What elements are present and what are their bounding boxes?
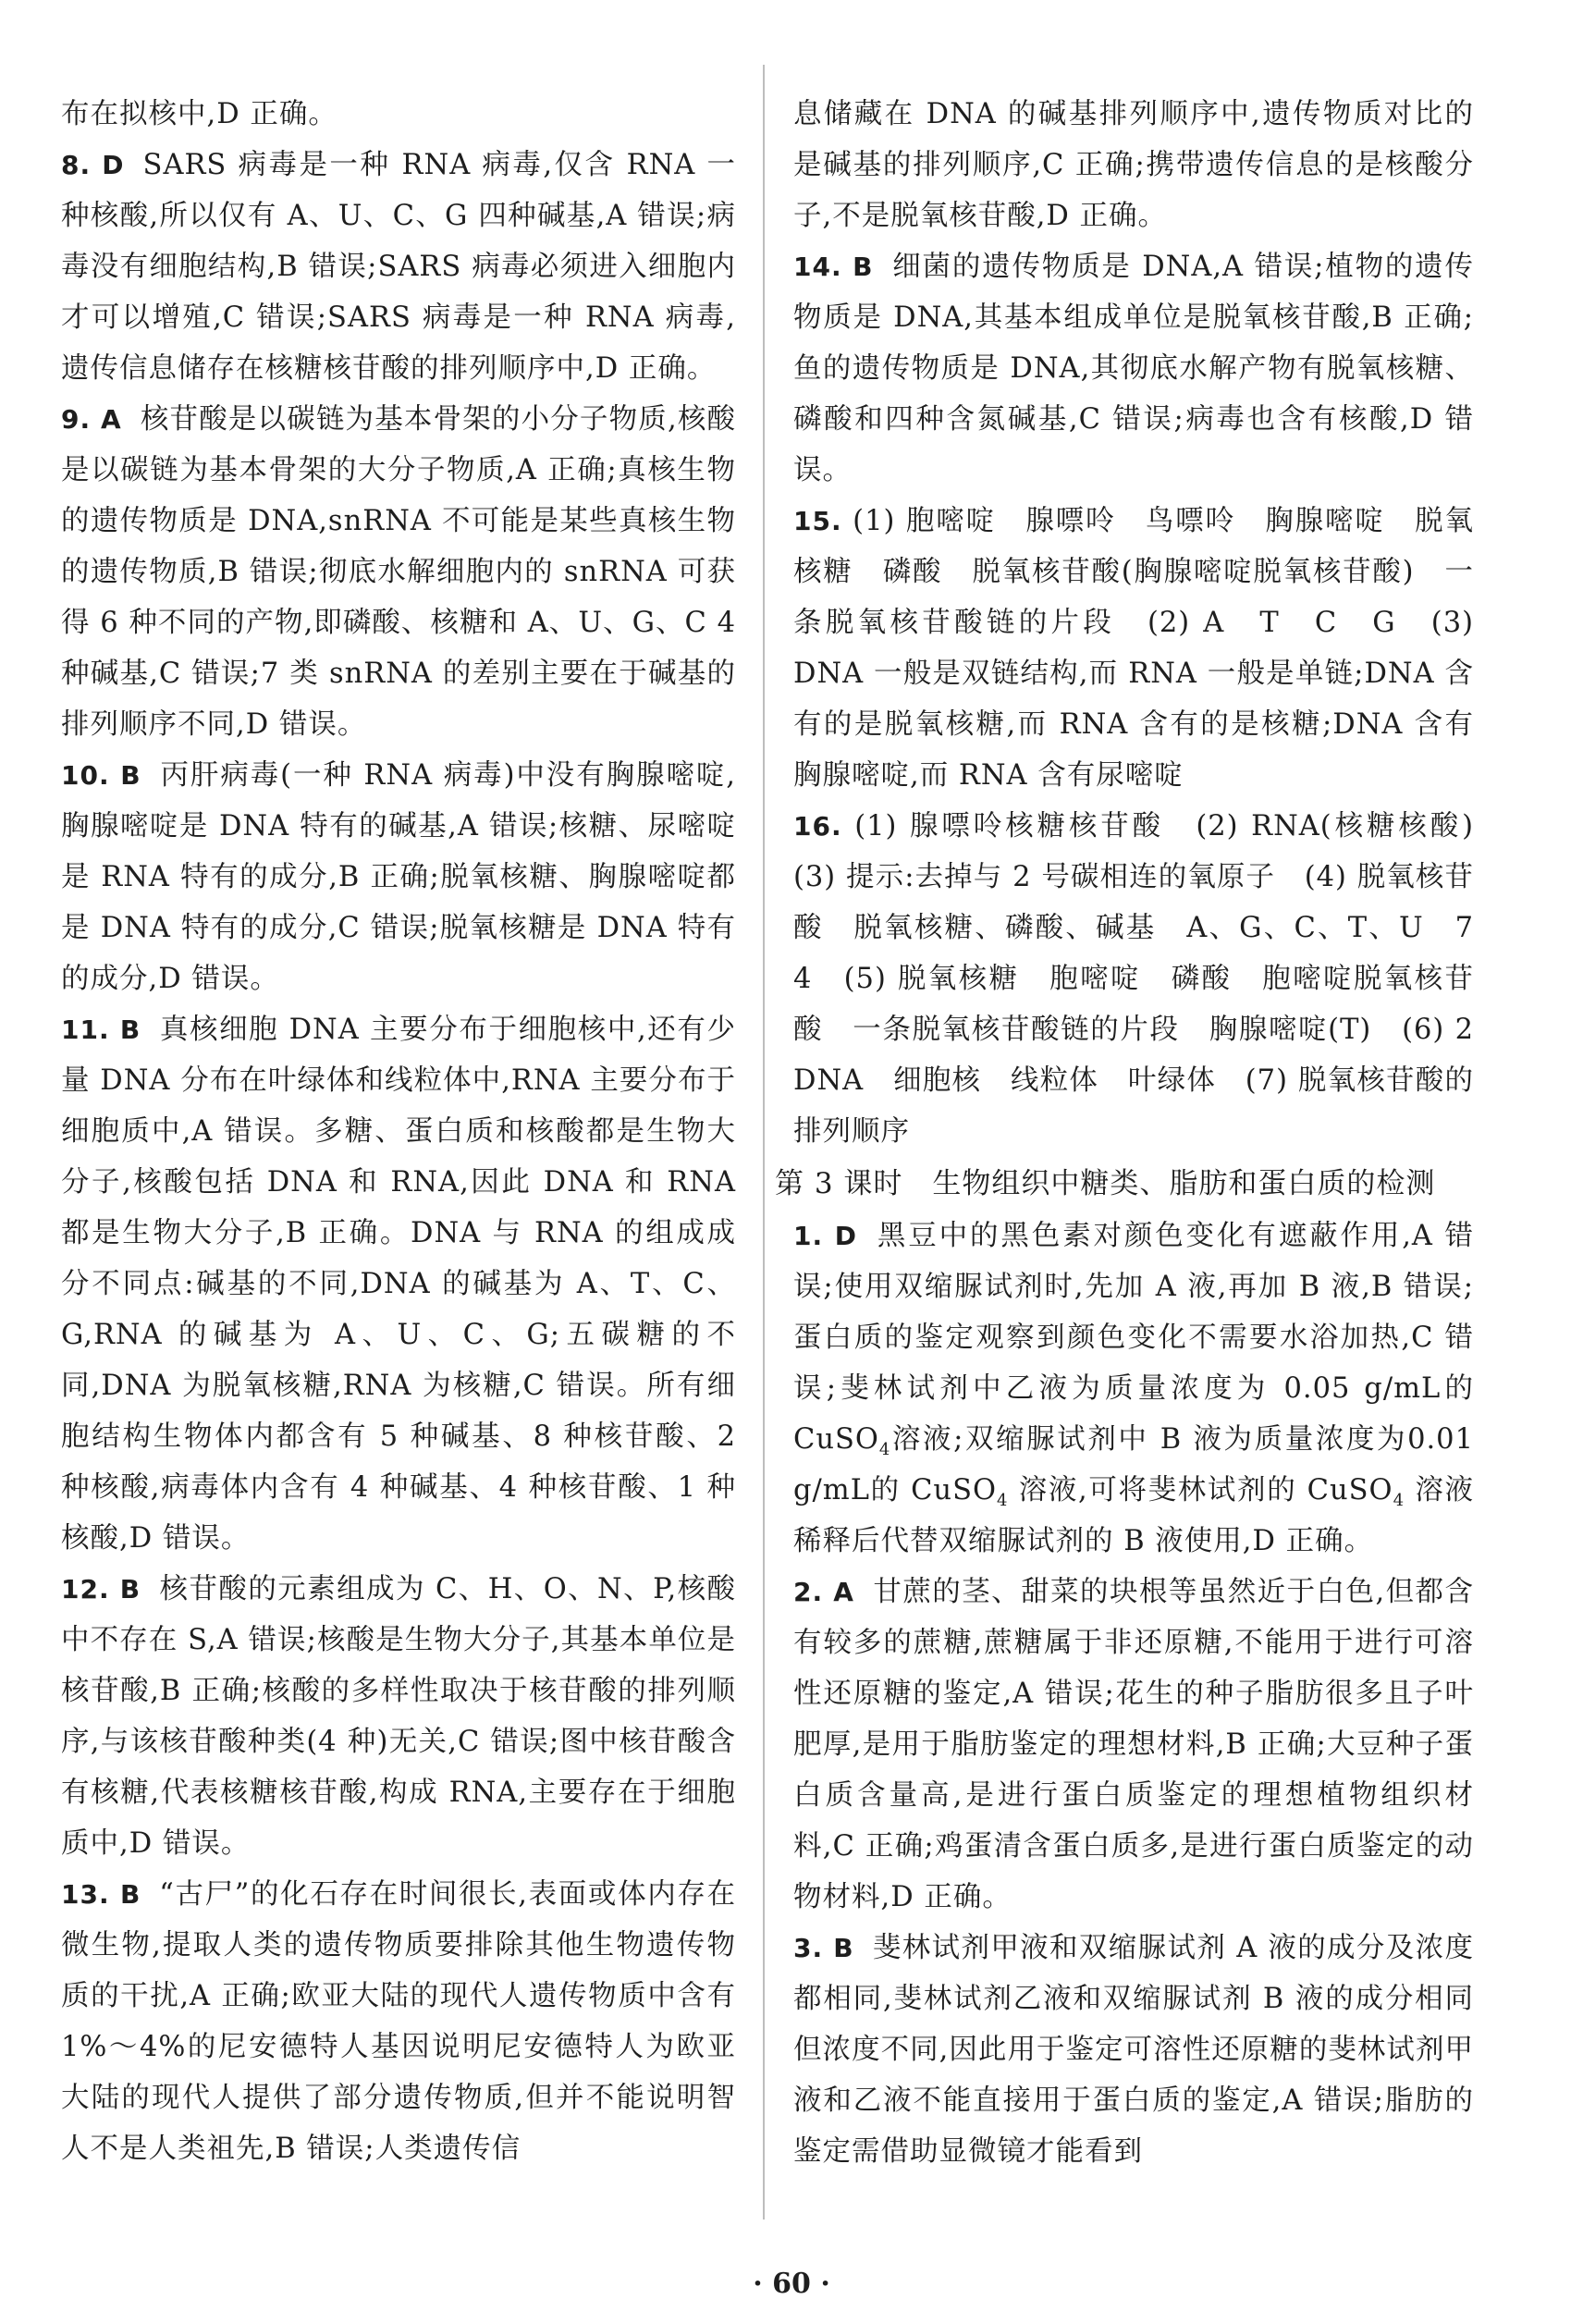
- answer-text: 细菌的遗传物质是 DNA,A 错误;植物的遗传物质是 DNA,其基本组成单位是脱氧核苷酸,B 正确;鱼的遗传物质是 DNA,其彻底水解产物有脱氧核糖、磷酸和四种含氮碱基,C 错误;病毒也含有核酸,D 错误。: [793, 251, 1474, 486]
- answer-text: 核苷酸的元素组成为 C、H、O、N、P,核酸中不存在 S,A 错误;核酸是生物大分子,其基本单位是核苷酸,B 正确;核酸的多样性取决于核苷酸的排列顺序,与该核苷酸种类(4 种)无关,C 错误;图中核苷酸含有核糖,代表核糖核苷酸,构成 RNA,主要存在于细胞质中,D 错误。: [61, 1573, 737, 1860]
- answer-item: [793, 1923, 1474, 2177]
- answer-text: 斐林试剂甲液和双缩脲试剂 A 液的成分及浓度都相同,斐林试剂乙液和双缩脲试剂 B 液的成分相同但浓度不同,因此用于鉴定可溶性还原糖的斐林试剂甲液和乙液不能直接用于蛋白质的鉴定,A 错误;脂肪的鉴定需借助显微镜才能看到: [793, 1932, 1474, 2168]
- answer-text: 溶液稀释后代替双缩脲试剂的 B 液使用,D 正确。: [793, 1474, 1474, 1557]
- answer-text: 丙肝病毒(一种 RNA 病毒)中没有胸腺嘧啶,胸腺嘧啶是 DNA 特有的碱基,A 错误;核糖、尿嘧啶是 RNA 特有的成分,B 正确;脱氧核糖、胸腺嘧啶都是 DNA 特有的成分,C 错误;脱氧核糖是 DNA 特有的成分,D 错误。: [61, 759, 737, 995]
- answer-letter: B: [119, 1574, 141, 1605]
- question-number: 11.: [61, 1014, 110, 1045]
- subscript: 4: [996, 1491, 1009, 1511]
- answer-letter: B: [853, 252, 874, 282]
- answer-item: [793, 1211, 1474, 1567]
- section-title: 第 3 课时 生物组织中糖类、脂肪和蛋白质的检测: [775, 1167, 1436, 1200]
- answer-text: 布在拟核中,D 正确。: [61, 98, 337, 130]
- subscript: 4: [878, 1440, 891, 1460]
- answer-letter: D: [102, 150, 125, 180]
- answer-item: [61, 1869, 736, 2174]
- answer-letter: A: [101, 404, 122, 435]
- question-number: 12.: [61, 1574, 110, 1605]
- answer-letter: B: [833, 1933, 854, 1963]
- answer-letter: B: [120, 760, 141, 791]
- answer-item: [793, 241, 1474, 496]
- answer-letter: A: [833, 1577, 854, 1607]
- page-number: · 60 ·: [753, 2268, 830, 2300]
- answer-text: 溶液;双缩脲试剂中 B 液为质量浓度为0.01 g/mL的 CuSO: [793, 1423, 1474, 1506]
- answer-text: 甘蔗的茎、甜菜的块根等虽然近于白色,但都含有较多的蔗糖,蔗糖属于非还原糖,不能用于进行可溶性还原糖的鉴定,A 错误;花生的种子脂肪很多且子叶肥厚,是用于脂肪鉴定的理想材料,B 正确;大豆种子蛋白质含量高,是进行蛋白质鉴定的理想植物组织材料,C 正确;鸡蛋清含蛋白质多,是进行蛋白质鉴定的动物材料,D 正确。: [793, 1576, 1474, 1913]
- answer-text: “古尸”的化石存在时间很长,表面或体内存在微生物,提取人类的遗传物质要排除其他生物遗传物质的干扰,A 正确;欧亚大陆的现代人遗传物质中含有 1%～4%的尼安德特人基因说明尼安德特人为欧亚大陆的现代人提供了部分遗传物质,但并不能说明智人不是人类祖先,B 错误;人类遗传信: [61, 1878, 736, 2165]
- answer-text: 真核细胞 DNA 主要分布于细胞核中,还有少量 DNA 分布在叶绿体和线粒体中,RNA 主要分布于细胞质中,A 错误。多糖、蛋白质和核酸都是生物大分子,核酸包括 DNA 和 RNA,因此 DNA 和 RNA 都是生物大分子,B 正确。DNA 与 RNA 的组成成分不同点:碱基的不同,DNA 的碱基为 A、T、C、G,RNA 的碱基为 A、U、C、G;五碳糖的不同,DNA 为脱氧核糖,RNA 为核糖,C 错误。所有细胞结构生物体内都含有 5 种碱基、8 种核苷酸、2 种核酸,病毒体内含有 4 种碱基、4 种核苷酸、1 种核酸,D 错误。: [61, 1014, 736, 1555]
- column-divider: [763, 65, 765, 2219]
- left-column: [61, 89, 736, 2174]
- answer-item: [793, 89, 1474, 241]
- answer-item: [61, 89, 736, 140]
- answer-letter: D: [834, 1221, 857, 1251]
- answer-item: [61, 140, 736, 394]
- answer-text: (1) 胞嘧啶 腺嘌呤 鸟嘌呤 胸腺嘧啶 脱氧核糖 磷酸 脱氧核苷酸(胸腺嘧啶脱氧核苷酸) 一条脱氧核苷酸链的片段 (2) A T C G (3) DNA 一般是双链结构,而 RNA 一般是单链;DNA 含有的是脱氧核糖,而 RNA 含有的是核糖;DNA 含有胸腺嘧啶,而 RNA 含有尿嘧啶: [793, 505, 1474, 792]
- answer-item: [61, 750, 736, 1004]
- answer-text: SARS 病毒是一种 RNA 病毒,仅含 RNA 一种核酸,所以仅有 A、U、C、G 四种碱基,A 错误;病毒没有细胞结构,B 错误;SARS 病毒必须进入细胞内才可以增殖,C 错误;SARS 病毒是一种 RNA 病毒,遗传信息储存在核糖核苷酸的排列顺序中,D 正确。: [61, 149, 736, 385]
- answer-letter: B: [119, 1014, 141, 1045]
- subscript: 4: [1393, 1491, 1405, 1511]
- answer-item: [61, 394, 736, 750]
- question-number: 1.: [793, 1221, 824, 1251]
- answer-text: 黑豆中的黑色素对颜色变化有遮蔽作用,A 错误;使用双缩脲试剂时,先加 A 液,再加 B 液,B 错误;蛋白质的鉴定观察到颜色变化不需要水浴加热,C 错误;斐林试剂中乙液为质量浓度为 0.05 g/mL的CuSO: [793, 1220, 1474, 1456]
- answer-letter: B: [119, 1879, 141, 1910]
- answer-item: [793, 801, 1503, 1157]
- question-number: 3.: [793, 1933, 824, 1963]
- question-number: 15.: [793, 506, 842, 536]
- question-number: 2.: [793, 1577, 824, 1607]
- answer-text: 核苷酸是以碳链为基本骨架的小分子物质,核酸是以碳链为基本骨架的大分子物质,A 正确;真核生物的遗传物质是 DNA,snRNA 不可能是某些真核生物的遗传物质,B 错误;彻底水解细胞内的 snRNA 可获得 6 种不同的产物,即磷酸、核糖和 A、U、G、C 4 种碱基,C 错误;7 类 snRNA 的差别主要在于碱基的排列顺序不同,D 错误。: [61, 403, 736, 741]
- answer-item: [793, 496, 1474, 801]
- answer-text: 息储藏在 DNA 的碱基排列顺序中,遗传物质对比的是碱基的排列顺序,C 正确;携带遗传信息的是核酸分子,不是脱氧核苷酸,D 正确。: [793, 98, 1474, 232]
- answer-text: 溶液,可将斐林试剂的 CuSO: [1008, 1474, 1393, 1506]
- question-number: 10.: [61, 760, 110, 791]
- question-number: 16.: [793, 811, 842, 842]
- answer-item: [61, 1564, 736, 1869]
- answer-text: (1) 腺嘌呤核糖核苷酸 (2) RNA(核糖核酸) (3) 提示:去掉与 2 号碳相连的氧原子 (4) 脱氧核苷酸 脱氧核糖、磷酸、碱基 A、G、C、T、U 7 4 (5) 脱氧核糖 胞嘧啶 磷酸 胞嘧啶脱氧核苷酸 一条脱氧核苷酸链的片段 胸腺嘧啶(T) (6) 2 DNA 细胞核 线粒体 叶绿体 (7) 脱氧核苷酸的排列顺序: [793, 810, 1503, 1148]
- question-number: 13.: [61, 1879, 110, 1910]
- question-number: 14.: [793, 252, 842, 282]
- answer-item: [61, 1004, 736, 1564]
- right-column: [775, 89, 1503, 2177]
- answer-item: [793, 1567, 1474, 1923]
- question-number: 8.: [61, 150, 92, 180]
- question-number: 9.: [61, 404, 92, 435]
